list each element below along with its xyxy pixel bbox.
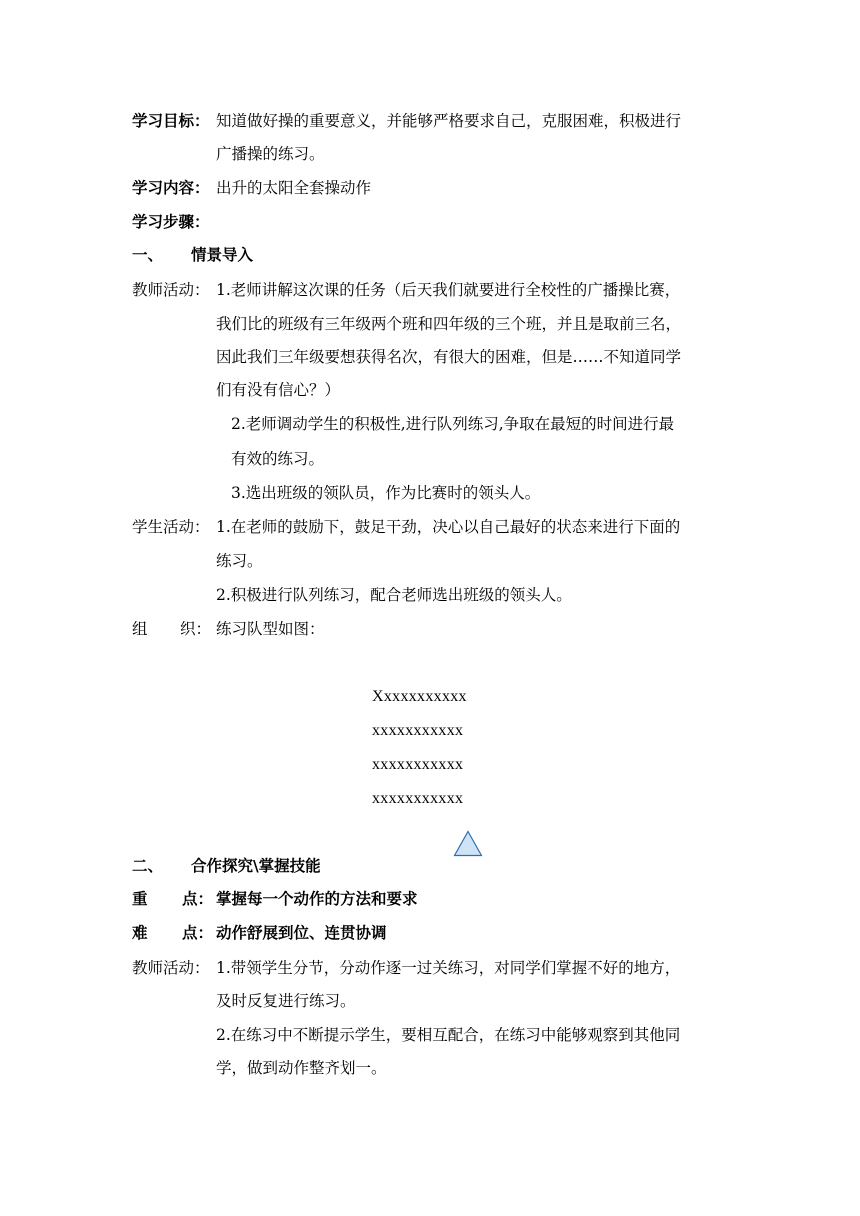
goal-text-line-2: 广播操的练习。	[216, 145, 325, 163]
section1-teacher-line-2: 我们比的班级有三年级两个班和四年级的三个班，并且是取前三名，	[216, 315, 682, 333]
section2-teacher-line-4: 学，做到动作整齐划一。	[216, 1059, 387, 1077]
section1-org-label-2: 织：	[180, 620, 212, 638]
section1-title: 情景导入	[191, 246, 254, 264]
content-label: 学习内容：	[132, 179, 210, 197]
difficulty-label-2: 点：	[182, 924, 214, 942]
section1-org-text: 练习队型如图：	[216, 620, 325, 638]
key-point-label-1: 重	[132, 890, 148, 908]
teacher-position-triangle-icon	[453, 830, 483, 857]
triangle-shape	[455, 832, 482, 856]
formation-row-4: xxxxxxxxxxx	[372, 790, 464, 807]
section2-teacher-line-3: 2.在练习中不断提示学生，要相互配合，在练习中能够观察到其他同	[216, 1026, 681, 1044]
difficulty-text: 动作舒展到位、连贯协调	[216, 924, 387, 942]
section1-student-label: 学生活动：	[132, 518, 210, 536]
section1-teacher-label: 教师活动：	[132, 281, 210, 299]
section2-teacher-line-2: 及时反复进行练习。	[216, 992, 356, 1010]
formation-row-3: xxxxxxxxxxx	[372, 756, 464, 773]
section1-number: 一、	[132, 246, 164, 264]
section1-teacher-line-7: 3.选出班级的领队员，作为比赛时的领头人。	[231, 484, 541, 502]
section2-teacher-label: 教师活动：	[132, 959, 210, 977]
content-text: 出升的太阳全套操动作	[216, 179, 372, 197]
section1-student-line-1: 1.在老师的鼓励下，鼓足干劲，决心以自己最好的状态来进行下面的	[216, 518, 681, 536]
section2-teacher-line-1: 1.带领学生分节，分动作逐一过关练习，对同学们掌握不好的地方，	[216, 959, 681, 977]
goal-text-line-1: 知道做好操的重要意义，并能够严格要求自己，克服困难，积极进行	[216, 112, 682, 130]
key-point-label-2: 点：	[182, 890, 214, 908]
section1-student-line-3: 2.积极进行队列练习，配合老师选出班级的领头人。	[216, 586, 572, 604]
section1-teacher-line-1: 1.老师讲解这次课的任务（后天我们就要进行全校性的广播操比赛，	[216, 281, 681, 299]
section2-title: 合作探究\掌握技能	[191, 857, 321, 875]
formation-row-2: xxxxxxxxxxx	[372, 722, 464, 739]
formation-row-1: Xxxxxxxxxxx	[372, 688, 467, 705]
section1-teacher-line-3: 因此我们三年级要想获得名次，有很大的困难，但是……不知道同学	[216, 348, 682, 366]
goal-label: 学习目标：	[132, 112, 210, 130]
section1-org-label-1: 组	[132, 620, 148, 638]
key-point-text: 掌握每一个动作的方法和要求	[216, 890, 418, 908]
section2-number: 二、	[132, 857, 164, 875]
difficulty-label-1: 难	[132, 924, 148, 942]
steps-label: 学习步骤：	[132, 213, 210, 231]
section1-teacher-line-4: 们有没有信心？）	[216, 381, 341, 399]
section1-student-line-2: 练习。	[216, 552, 263, 570]
section1-teacher-line-5: 2.老师调动学生的积极性,进行队列练习,争取在最短的时间进行最	[231, 415, 675, 433]
section1-teacher-line-6: 有效的练习。	[231, 450, 325, 468]
